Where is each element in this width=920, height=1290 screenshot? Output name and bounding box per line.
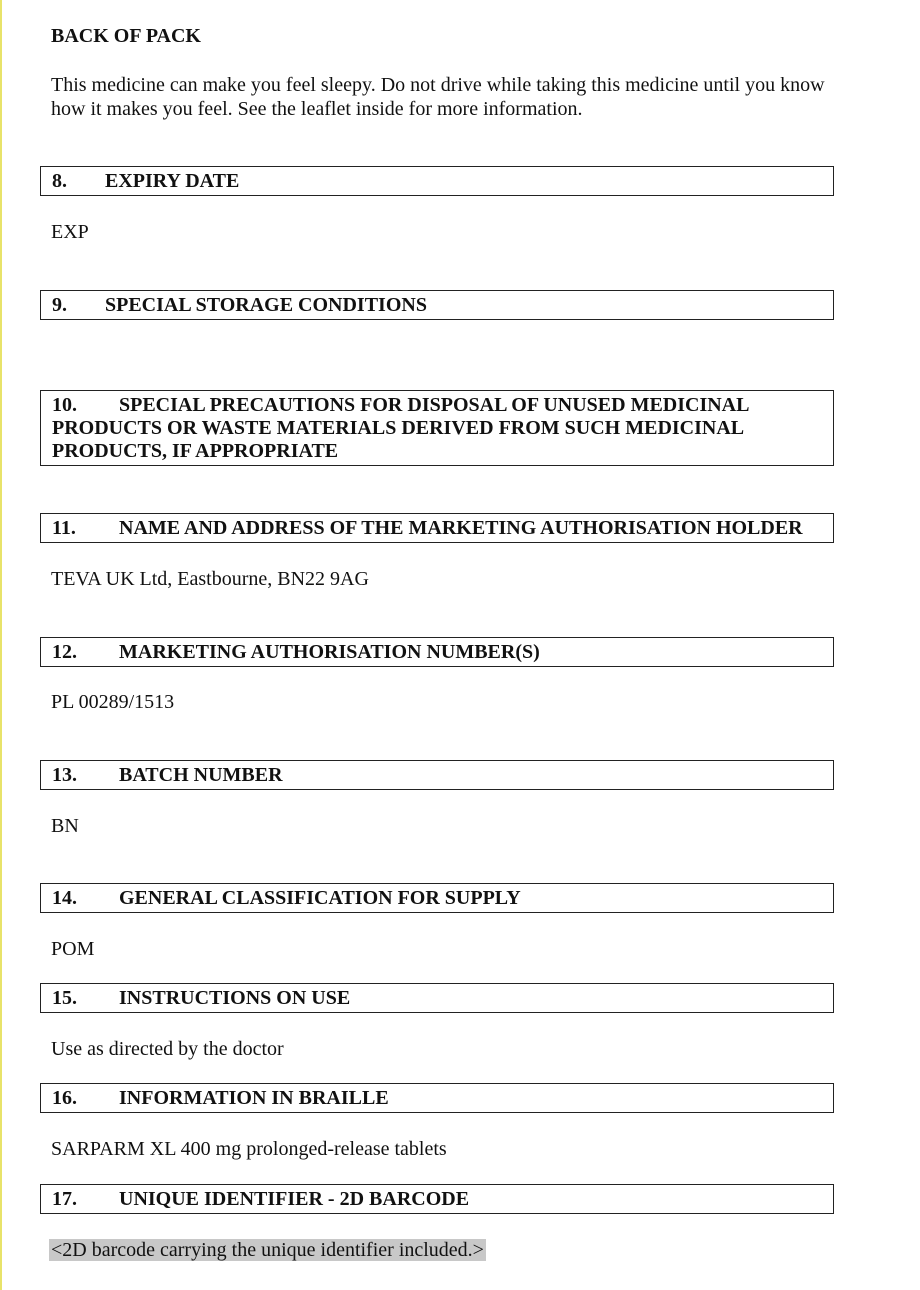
section-8-heading-box: [40, 166, 834, 196]
section-15-heading: INSTRUCTIONS ON USE: [119, 987, 351, 1009]
section-16-heading: INFORMATION IN BRAILLE: [119, 1087, 389, 1109]
barcode-placeholder-text: <2D barcode carrying the unique identifier included.>: [51, 1239, 484, 1261]
section-15-content: Use as directed by the doctor: [51, 1038, 284, 1060]
section-13-heading-box: [40, 760, 834, 790]
section-14-heading: GENERAL CLASSIFICATION FOR SUPPLY: [119, 887, 521, 909]
section-16-content: SARPARM XL 400 mg prolonged-release tablets: [51, 1138, 447, 1160]
section-8-content: EXP: [51, 221, 89, 243]
section-12-heading-box: [40, 637, 834, 667]
section-11-number: 11.: [52, 517, 76, 539]
section-13-content: BN: [51, 815, 79, 837]
section-9-heading-box: [40, 290, 834, 320]
section-10-heading: SPECIAL PRECAUTIONS FOR DISPOSAL OF UNUSED MEDICINAL PRODUCTS OR WASTE MATERIALS DERIVED FROM SUCH MEDICINAL PRODUCTS, IF APPROPRIATE: [52, 394, 749, 462]
section-15-number: 15.: [52, 987, 77, 1009]
section-8-number: 8.: [52, 170, 67, 192]
section-9-number: 9.: [52, 294, 67, 316]
section-17-number: 17.: [52, 1188, 77, 1210]
section-17-heading-box: [40, 1184, 834, 1214]
section-12-number: 12.: [52, 641, 77, 663]
section-17-heading: UNIQUE IDENTIFIER - 2D BARCODE: [119, 1188, 470, 1210]
intro-paragraph: This medicine can make you feel sleepy. Do not drive while taking this medicine until you know how it makes you feel. See the leaflet inside for more information.: [51, 74, 825, 120]
section-13-number: 13.: [52, 764, 77, 786]
section-16-number: 16.: [52, 1087, 77, 1109]
section-17-content: [49, 1238, 839, 1262]
section-9-heading: SPECIAL STORAGE CONDITIONS: [105, 294, 427, 316]
section-12-content: PL 00289/1513: [51, 691, 175, 713]
section-12-heading: MARKETING AUTHORISATION NUMBER(S): [119, 641, 540, 663]
section-14-content: POM: [51, 938, 95, 960]
section-11-heading-box: [40, 513, 834, 543]
section-10-number: 10.: [52, 394, 77, 416]
section-15-heading-box: [40, 983, 834, 1013]
section-14-heading-box: [40, 883, 834, 913]
section-11-heading: NAME AND ADDRESS OF THE MARKETING AUTHORISATION HOLDER: [119, 517, 803, 539]
section-8-heading: EXPIRY DATE: [105, 170, 240, 192]
page-title: BACK OF PACK: [51, 25, 201, 47]
section-16-heading-box: [40, 1083, 834, 1113]
section-10-heading-box: [40, 390, 834, 466]
section-14-number: 14.: [52, 887, 77, 909]
section-13-heading: BATCH NUMBER: [119, 764, 283, 786]
section-11-content: TEVA UK Ltd, Eastbourne, BN22 9AG: [51, 568, 369, 590]
